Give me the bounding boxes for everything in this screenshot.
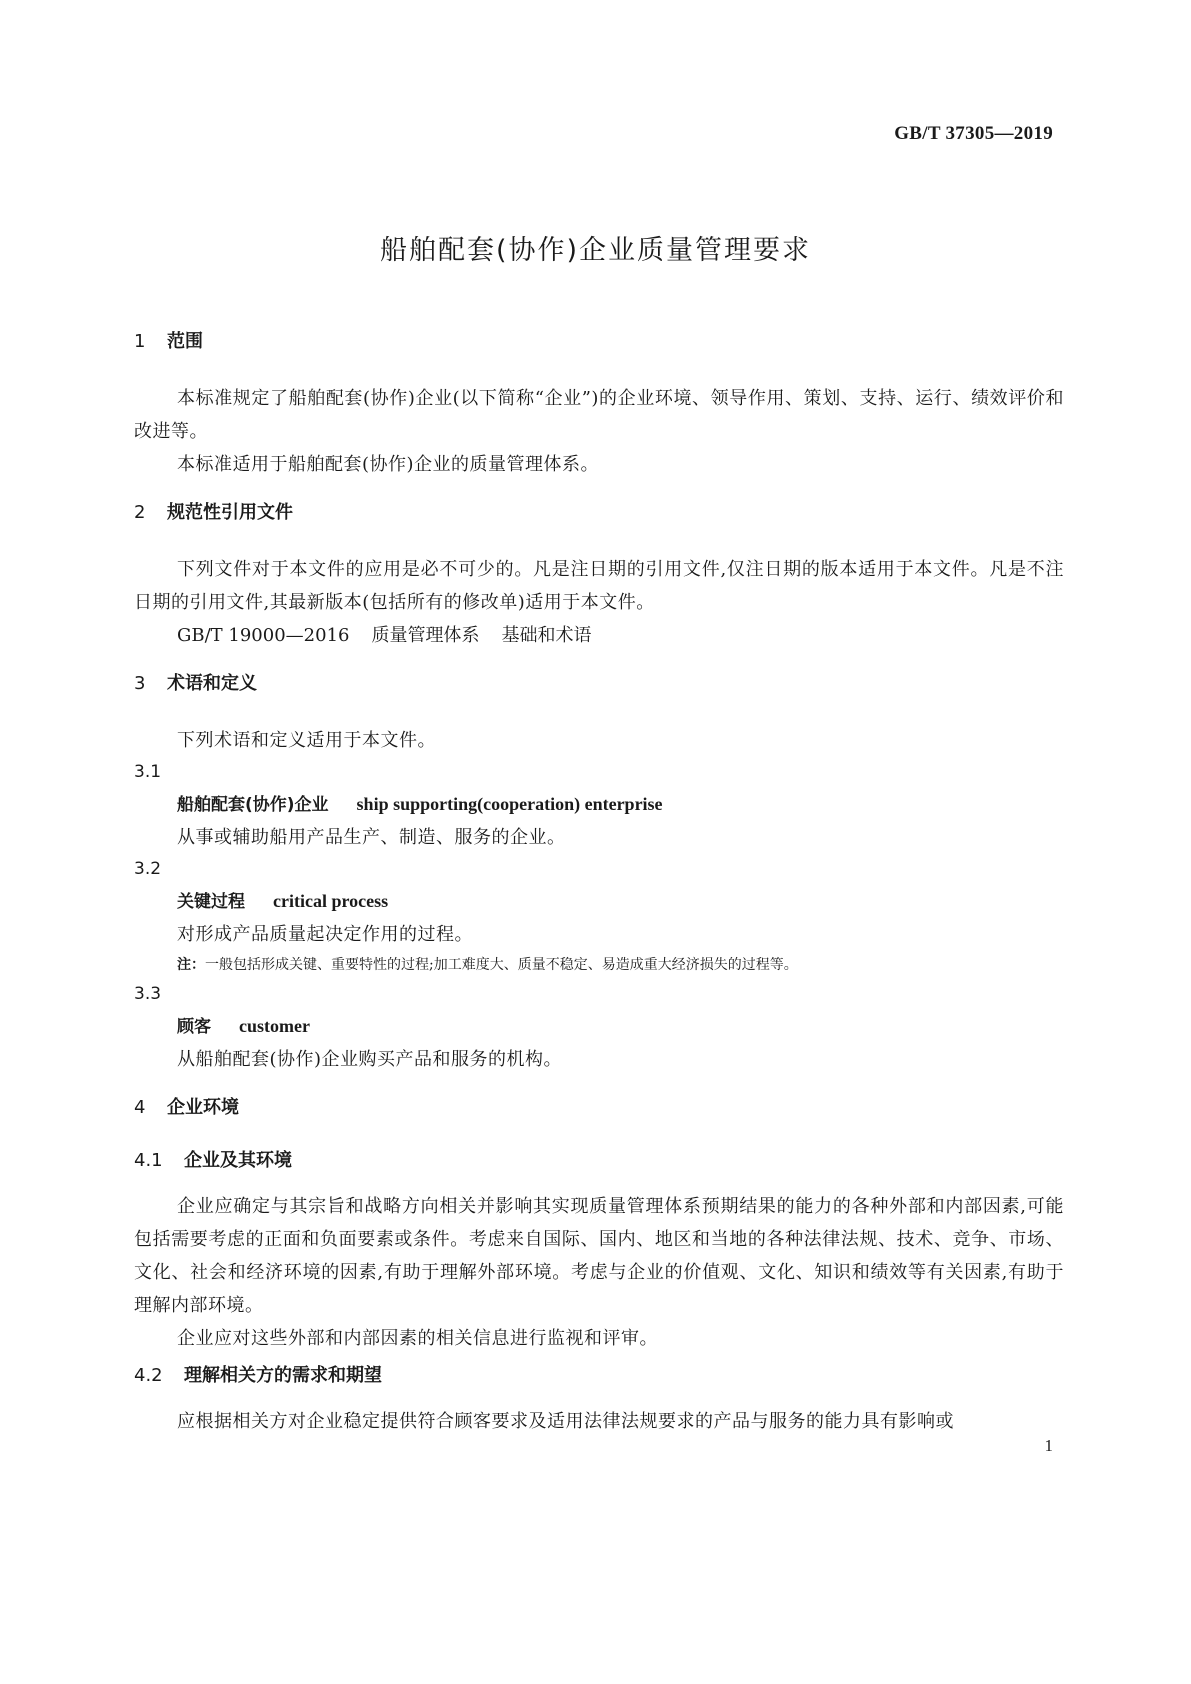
paragraph: 本标准规定了船舶配套(协作)企业(以下简称“企业”)的企业环境、领导作用、策划、支持、运行、绩效评价和改进等。 <box>134 388 1064 442</box>
subsection-4-1-heading <box>134 1148 1064 1174</box>
term-chinese: 顾客 <box>177 1017 211 1037</box>
normative-reference <box>177 619 1064 652</box>
section-1-heading <box>134 330 1064 354</box>
note-text: 一般包括形成关键、重要特性的过程;加工难度大、质量不稳定、易造成重大经济损失的过程等。 <box>205 957 798 973</box>
section-title: 规范性引用文件 <box>167 502 293 523</box>
term-definition: 从船舶配套(协作)企业购买产品和服务的机构。 <box>177 1049 563 1070</box>
term-chinese: 船舶配套(协作)企业 <box>177 795 329 815</box>
section-2-heading <box>134 501 1064 525</box>
paragraph: 本标准适用于船舶配套(协作)企业的质量管理体系。 <box>177 454 600 475</box>
section-title: 企业环境 <box>167 1097 239 1118</box>
term-entry <box>177 884 1064 918</box>
section-number: 2 <box>134 502 146 523</box>
term-chinese: 关键过程 <box>177 892 245 912</box>
section-number: 3 <box>134 673 146 694</box>
term-number: 3.2 <box>134 859 162 879</box>
document-body <box>134 330 1064 1438</box>
section-number: 4 <box>134 1097 146 1118</box>
term-entry <box>177 1009 1064 1043</box>
reference-code: GB/T 19000—2016 <box>177 625 350 646</box>
subsection-4-2-heading <box>134 1363 1064 1389</box>
subsection-number: 4.2 <box>134 1365 163 1386</box>
paragraph: 下列术语和定义适用于本文件。 <box>177 730 436 751</box>
term-english: customer <box>239 1016 310 1036</box>
paragraph: 下列文件对于本文件的应用是必不可少的。凡是注日期的引用文件,仅注日期的版本适用于本文件。凡是不注日期的引用文件,其最新版本(包括所有的修改单)适用于本文件。 <box>134 559 1064 613</box>
term-definition: 从事或辅助船用产品生产、制造、服务的企业。 <box>177 827 566 848</box>
note-label: 注： <box>177 957 205 973</box>
document-title: 船舶配套(协作)企业质量管理要求 <box>379 235 812 266</box>
standard-code: GB/T 37305—2019 <box>894 123 1053 144</box>
section-4-heading <box>134 1096 1064 1120</box>
term-definition: 对形成产品质量起决定作用的过程。 <box>177 924 473 945</box>
reference-title-part: 基础和术语 <box>501 625 592 646</box>
subsection-number: 4.1 <box>134 1150 163 1171</box>
page-number: 1 <box>1044 1436 1053 1455</box>
term-number: 3.1 <box>134 762 162 782</box>
section-number: 1 <box>134 331 146 352</box>
subsection-title: 企业及其环境 <box>184 1150 292 1171</box>
term-number: 3.3 <box>134 984 162 1004</box>
reference-title-part: 质量管理体系 <box>371 625 480 646</box>
term-english: critical process <box>273 891 389 911</box>
paragraph: 应根据相关方对企业稳定提供符合顾客要求及适用法律法规要求的产品与服务的能力具有影响或 <box>177 1411 954 1432</box>
paragraph: 企业应确定与其宗旨和战略方向相关并影响其实现质量管理体系预期结果的能力的各种外部和内部因素,可能包括需要考虑的正面和负面要素或条件。考虑来自国际、国内、地区和当地的各种法律法规、技术、竞争、市场、文化、社会和经济环境的因素,有助于理解外部环境。考虑与企业的价值观、文化、知识和绩效等有关因素,有助于理解内部环境。 <box>134 1196 1064 1316</box>
section-3-heading <box>134 672 1064 696</box>
subsection-title: 理解相关方的需求和期望 <box>184 1365 382 1386</box>
section-title: 范围 <box>167 331 203 352</box>
term-entry <box>177 787 1064 821</box>
term-english: ship supporting(cooperation) enterprise <box>356 794 663 814</box>
term-note <box>177 951 1064 979</box>
section-title: 术语和定义 <box>167 673 257 694</box>
paragraph: 企业应对这些外部和内部因素的相关信息进行监视和评审。 <box>177 1328 658 1349</box>
